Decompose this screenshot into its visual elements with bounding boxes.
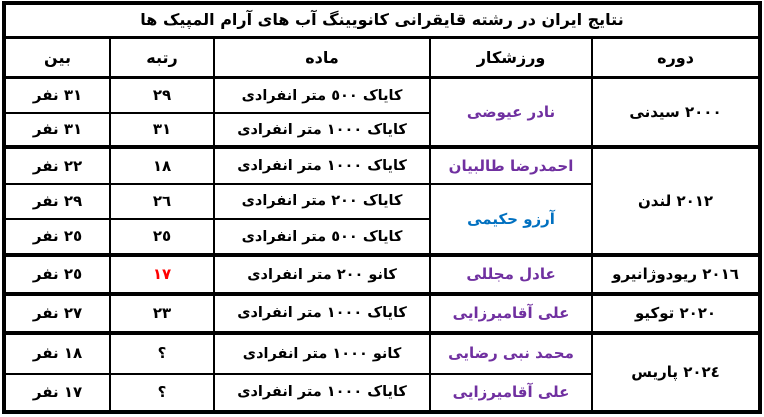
among-cell: ٣١ نفر [4,113,110,147]
rank-cell: ١٨ [110,147,214,183]
among-cell: ١٨ نفر [4,333,110,373]
edition-cell: ٢٠٢٠ توکیو [592,294,760,333]
event-cell: کایاک ١٠٠٠ متر انفرادی [214,147,430,183]
among-cell: ٢٢ نفر [4,147,110,183]
event-cell: کایاک ١٠٠٠ متر انفرادی [214,294,430,333]
athlete-cell: آرزو حکیمی [430,184,592,256]
rank-cell: ٢٣ [110,294,214,333]
rank-cell: ١٧ [110,255,214,293]
rank-cell: ٣١ [110,113,214,147]
event-cell: کایاک ١٠٠٠ متر انفرادی [214,374,430,412]
rank-cell: ٢٦ [110,184,214,219]
edition-cell: ٢٠٢٤ پاریس [592,333,760,412]
event-cell: کایاک ٢٠٠ متر انفرادی [214,184,430,219]
edition-cell: ٢٠٠٠ سیدنی [592,78,760,148]
athlete-cell: عادل مجللی [430,255,592,293]
among-cell: ٢٩ نفر [4,184,110,219]
rank-cell: ؟ [110,374,214,412]
athlete-cell: محمد نبی رضایی [430,333,592,373]
among-cell: ٢٥ نفر [4,219,110,255]
event-cell: کایاک ٥٠٠ متر انفرادی [214,219,430,255]
among-cell: ٢٥ نفر [4,255,110,293]
event-cell: کایاک ١٠٠٠ متر انفرادی [214,113,430,147]
athlete-cell: علی آقامیرزایی [430,294,592,333]
header-edition: دوره [592,37,760,77]
among-cell: ٢٧ نفر [4,294,110,333]
athlete-cell: علی آقامیرزایی [430,374,592,412]
rank-cell: ٢٩ [110,78,214,113]
header-among: بین [4,37,110,77]
among-cell: ٣١ نفر [4,78,110,113]
athlete-cell: نادر عیوضی [430,78,592,148]
rank-cell: ؟ [110,333,214,373]
edition-cell: ٢٠١٢ لندن [592,147,760,255]
edition-cell: ٢٠١٦ ریودوژانیرو [592,255,760,293]
table-title: نتایج ایران در رشته قایقرانی کانویینگ آب های آرام المپیک ها [4,3,760,37]
header-rank: رتبه [110,37,214,77]
among-cell: ١٧ نفر [4,374,110,412]
event-cell: کایاک ٥٠٠ متر انفرادی [214,78,430,113]
event-cell: کانو ٢٠٠ متر انفرادی [214,255,430,293]
header-event: ماده [214,37,430,77]
results-table [2,1,762,414]
athlete-cell: احمدرضا طالبیان [430,147,592,183]
event-cell: کانو ١٠٠٠ متر انفرادی [214,333,430,373]
header-athlete: ورزشکار [430,37,592,77]
rank-cell: ٢٥ [110,219,214,255]
